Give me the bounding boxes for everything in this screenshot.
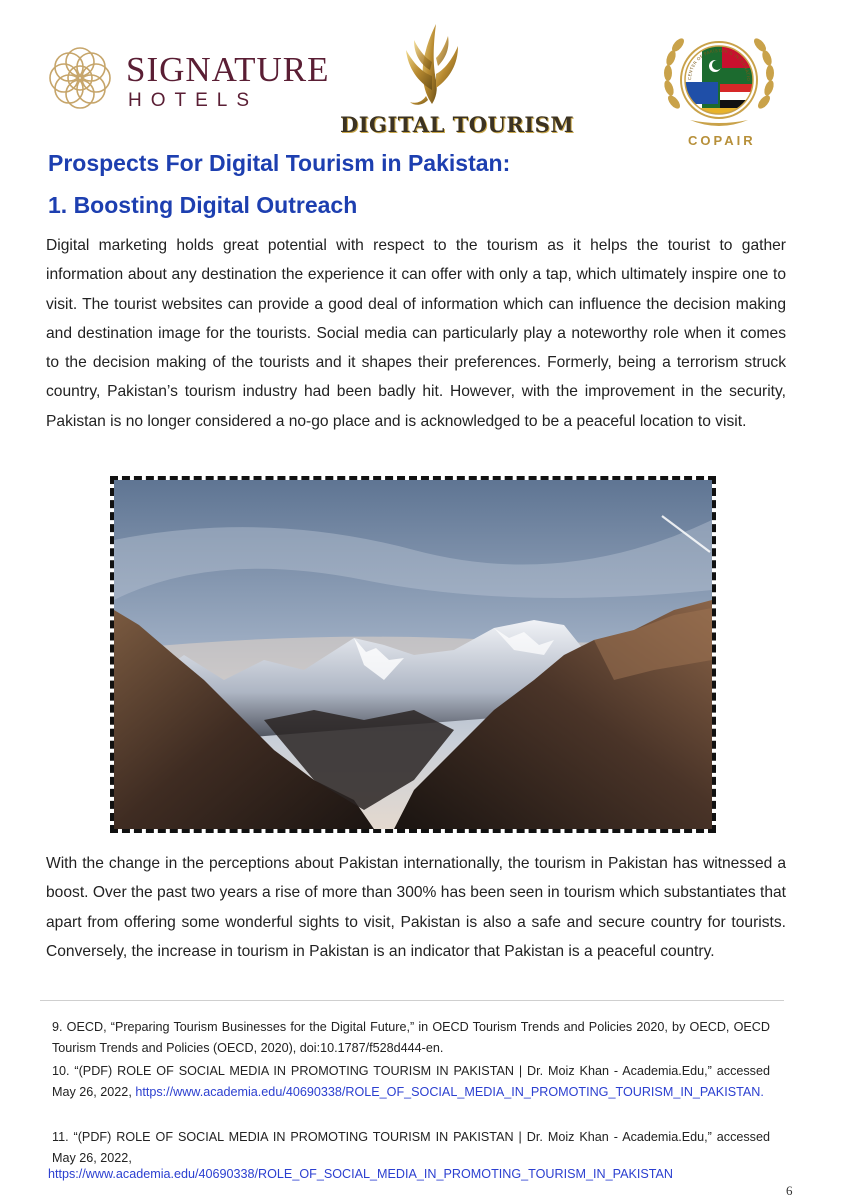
footnote-11-text: 11. “(PDF) ROLE OF SOCIAL MEDIA IN PROMOTING TOURISM IN PAKISTAN | Dr. Moiz Khan - Academia.Edu,” accessed May 26, 2022, [52,1130,770,1165]
footnote-divider [40,1000,784,1001]
body-paragraph-1: Digital marketing holds great potential with respect to the tourism as it helps the tourist to gather information about any destination the experience it can offer with only a tap, which ultimately inspire one to visit. The tourist websites can provide a good deal of information which can influence the decision making and destination image for the tourists. Social media can particularly play a noteworthy role when it comes to the decision making of the tourists and it shapes their preferences. Formerly, being a terrorism struck country, Pakistan’s tourism industry had been badly hit. However, with the improvement in the security, Pakistan is no longer considered a no-go place and is acknowledged to be a peaceful location to visit. [46,237,786,430]
page-number: 6 [786,1183,793,1198]
page-header [0,0,848,150]
signature-hotels-name: SIGNATURE [126,50,330,89]
footnote-10-link[interactable]: https://www.academia.edu/40690338/ROLE_OF_SOCIAL_MEDIA_IN_PROMOTING_TOURISM_IN_PAKISTAN. [135,1085,764,1099]
digital-tourism-wordmark: DIGITAL TOURISM [340,112,575,137]
footnote-11-link[interactable]: https://www.academia.edu/40690338/ROLE_OF_SOCIAL_MEDIA_IN_PROMOTING_TOURISM_IN_PAKISTAN [48,1167,674,1181]
mountain-landscape-image [114,480,712,829]
footnote-9: 9. OECD, “Preparing Tourism Businesses for the Digital Future,” in OECD Tourism Trends and Policies 2020, by OECD, OECD Tourism Trends and Policies (OECD, 2020), doi:10.1787/f528d444-en. [52,1020,770,1055]
signature-hotels-subtitle: HOTELS [128,90,259,111]
footnote-10 [52,1061,770,1103]
digital-tourism-emblem-icon [392,20,472,110]
page-title: Prospects For Digital Tourism in Pakistan: [48,150,511,176]
mountain-photo [110,476,716,833]
footnote-10-text: 10. “(PDF) ROLE OF SOCIAL MEDIA IN PROMOTING TOURISM IN PAKISTAN | Dr. Moiz Khan - Academia.Edu,” accessed May 26, 2022, [52,1064,770,1099]
copair-label: COPAIR [688,133,756,148]
signature-hotels-logo-icon [40,38,120,118]
body-paragraph-2: With the change in the perceptions about Pakistan internationally, the tourism in Pakistan has witnessed a boost. Over the past two years a rise of more than 300% has been seen in tourism which substantiates that apart from offering some wonderful sights to visit, Pakistan is also a safe and secure country for tourists. Conversely, the increase in tourism in Pakistan is an indicator that Pakistan is a peaceful country. [46,855,786,960]
copair-emblem-icon [660,32,778,132]
section-title: 1. Boosting Digital Outreach [48,192,358,218]
copair-ring-text: CENTER OF PAKISTAN & INTERNATIO [686,47,752,82]
